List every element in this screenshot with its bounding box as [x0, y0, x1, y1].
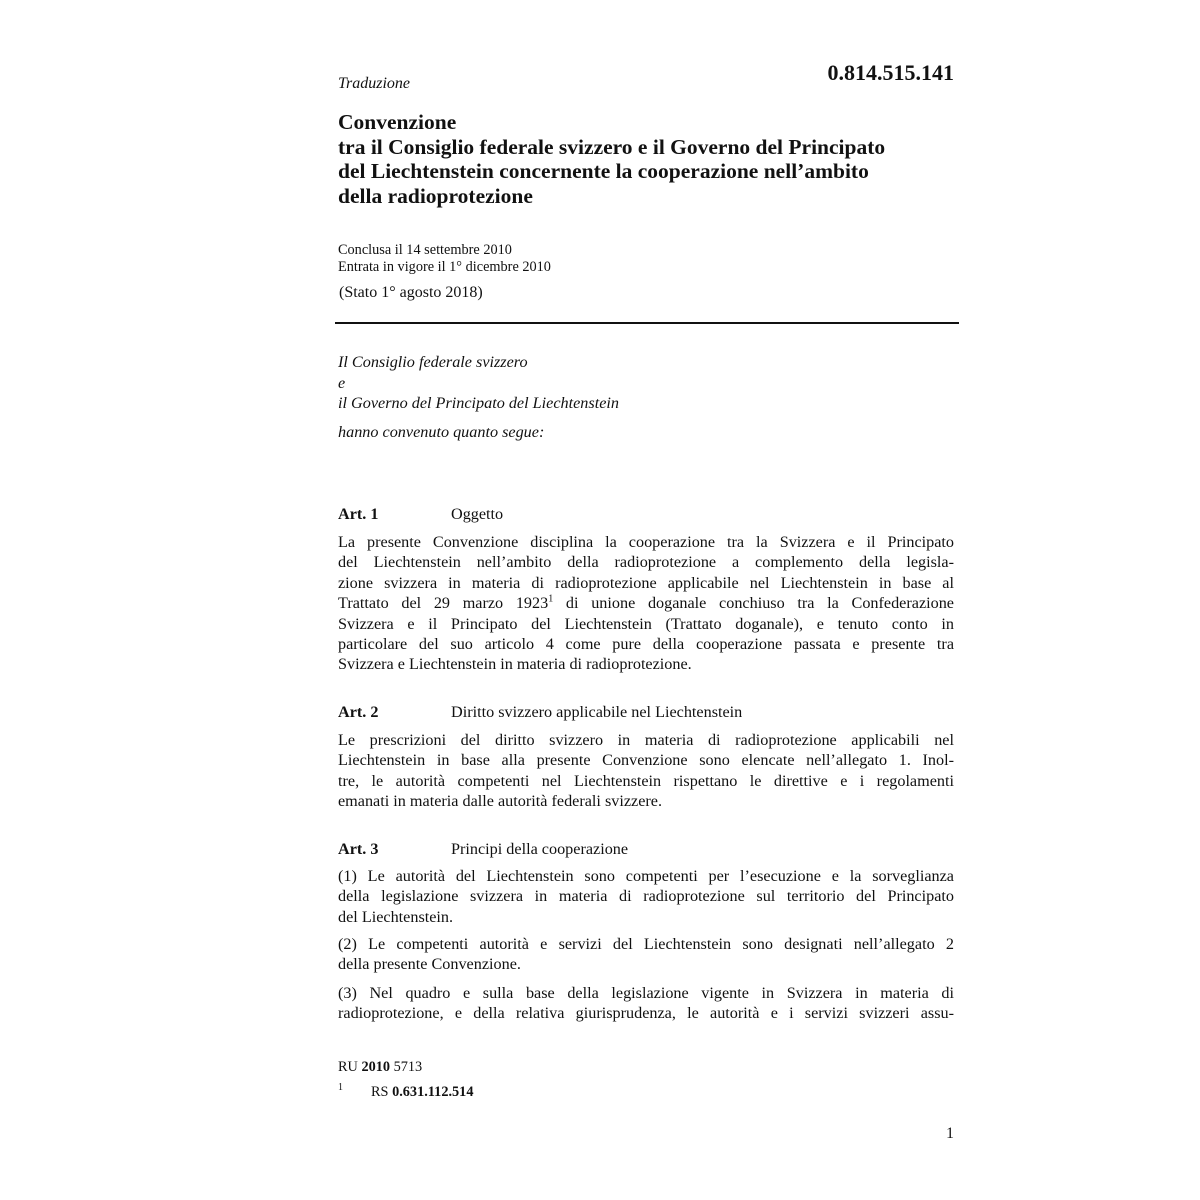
text-line: (1) Le autorità del Liechtenstein sono competenti per l’esecuzione e la sorveglianza [338, 867, 954, 885]
text-line: (3) Nel quadro e sulla base della legislazione vigente in Svizzera in materia di [338, 984, 954, 1002]
text-line: Svizzera e il Principato del Liechtenstein (Trattato doganale), e tenuto conto in [338, 614, 954, 633]
status-date: (Stato 1° agosto 2018) [339, 284, 483, 301]
ru-year: 2010 [361, 1059, 391, 1075]
article-number: Art. 3 [338, 840, 379, 858]
article-title: Principi della cooperazione [451, 840, 629, 858]
footnote-reference: 1 [548, 593, 554, 605]
text-line: zione svizzera in materia di radioprotezione applicabile nel Liechtenstein in base al [338, 573, 954, 592]
article-1-body [338, 532, 954, 675]
footnote-reference-number: 0.631.112.514 [392, 1083, 474, 1100]
text-segment: Trattato del 29 marzo 1923 [338, 594, 549, 613]
article-2-heading [338, 702, 742, 722]
footnote-1 [338, 1079, 473, 1101]
document-title [338, 110, 968, 208]
text-line: Liechtenstein in base alla presente Convenzione sono elencate nell’allegato 1. Inol- [338, 751, 954, 770]
translation-label: Traduzione [338, 75, 411, 92]
header-divider [335, 322, 959, 324]
entry-into-force-date: Entrata in vigore il 1° dicembre 2010 [338, 259, 551, 275]
preamble-line: e [338, 373, 346, 392]
ru-page: 5713 [390, 1059, 423, 1075]
text-line: La presente Convenzione disciplina la cooperazione tra la Svizzera e il Principato [338, 533, 954, 551]
concluded-date: Conclusa il 14 settembre 2010 [338, 242, 512, 258]
article-3-paragraph-3 [338, 983, 954, 1024]
preamble-line: Il Consiglio federale svizzero [338, 353, 528, 371]
title-line: Convenzione [338, 110, 457, 134]
article-3-paragraph-2 [338, 934, 954, 975]
text-line: emanati in materia dalle autorità federali svizzere. [338, 792, 663, 811]
text-line: della presente Convenzione. [338, 955, 521, 974]
title-line: del Liechtenstein concernente la cooperazione nell’ambito [338, 159, 869, 183]
document-number: 0.814.515.141 [827, 60, 954, 85]
preamble-line: il Governo del Principato del Liechtenstein [338, 394, 619, 412]
article-3-heading [338, 839, 628, 859]
preamble [338, 352, 619, 442]
title-line: della radioprotezione [338, 183, 533, 208]
ru-prefix: RU [338, 1059, 362, 1075]
article-number: Art. 2 [338, 703, 379, 721]
footnote-prefix: RS [371, 1083, 393, 1100]
preamble-line: hanno convenuto quanto segue: [338, 422, 545, 441]
text-line [338, 593, 954, 613]
text-line: radioprotezione, e della relativa giurisprudenza, le autorità e i servizi svizzeri assu- [338, 1004, 954, 1023]
article-title: Diritto svizzero applicabile nel Liechtenstein [451, 703, 743, 721]
page-number: 1 [946, 1125, 954, 1142]
document-dates [338, 242, 551, 276]
text-line: Le prescrizioni del diritto svizzero in materia di radioprotezione applicabili nel [338, 731, 954, 749]
text-line: del Liechtenstein nell’ambito della radioprotezione a complemento della legisla- [338, 553, 954, 572]
text-line: (2) Le competenti autorità e servizi del Liechtenstein sono designati nell’allegato 2 [338, 935, 954, 953]
text-line: della legislazione svizzera in materia di radioprotezione sul territorio del Principato [338, 887, 954, 906]
article-1-heading [338, 504, 503, 524]
article-3-paragraph-1 [338, 866, 954, 927]
text-segment: di unione doganale conchiuso tra la Confederazione [553, 594, 954, 613]
footnote-mark: 1 [338, 1082, 343, 1093]
article-number: Art. 1 [338, 505, 379, 523]
text-line: tre, le autorità competenti nel Liechtenstein rispettano le direttive e i regolamenti [338, 771, 954, 790]
article-title: Oggetto [451, 505, 504, 523]
text-line: Svizzera e Liechtenstein in materia di radioprotezione. [338, 655, 692, 674]
article-2-body [338, 730, 954, 812]
title-line: tra il Consiglio federale svizzero e il Governo del Principato [338, 134, 886, 159]
text-line: particolare del suo articolo 4 come pure della cooperazione passata e presente tra [338, 635, 954, 654]
text-line: del Liechtenstein. [338, 907, 454, 926]
official-collection-reference [338, 1058, 422, 1076]
